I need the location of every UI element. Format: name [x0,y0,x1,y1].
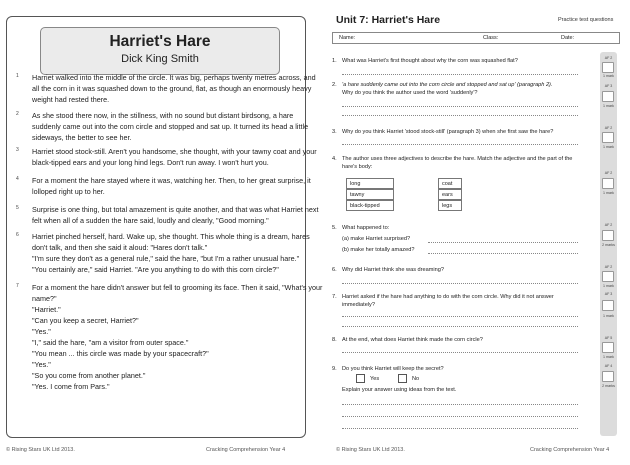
paragraph-line: Harriet pinched herself, hard. Wake up, she thought. This whole thing is a dream, hares [32,232,310,241]
question-number: 8. [332,337,337,343]
answer-line[interactable] [342,416,578,417]
mark-af: AF 2 [604,56,613,60]
question-text: At the end, what does Harriet think made the corn circle? [342,337,483,343]
footer-book-title: Cracking Comprehension Year 4 [530,447,610,453]
story-paragraph-3 [16,146,317,168]
paragraph-line: "You certainly are," said Harriet. "Are you anything to do with this corn circle?" [32,265,279,274]
question-text: Explain your answer using ideas from the text. [342,387,457,393]
questions-page [318,0,630,465]
story-paragraph-6 [16,231,310,275]
answer-line[interactable] [342,106,578,107]
yes-checkbox[interactable] [356,374,365,383]
answer-line[interactable] [342,316,578,317]
adjective-long[interactable]: long [346,178,394,189]
paragraph-line: don't talk, and then she said it aloud: "Hares don't talk." [32,243,208,252]
mark-af: AF 3 [604,292,613,296]
footer-copyright: © Rising Stars UK Ltd 2013. [6,447,75,453]
body-part-legs[interactable]: legs [438,200,462,211]
paragraph-number: 1 [16,73,19,79]
mark-value: 1 mark [603,355,614,359]
question-text: Harriet asked if the hare had anything to do with the corn circle. Why did it not answer [342,294,554,300]
paragraph-line: For a moment the hare didn't answer but fell to grooming its face. Then it said, "What's your [32,283,323,292]
paragraph-line: "Yes." [32,327,51,336]
question-text: What was Harriet's first thought about why the corn was squashed flat? [342,58,518,64]
paragraph-number: 3 [16,147,19,153]
footer-copyright: © Rising Stars UK Ltd 2013. [336,447,405,453]
paragraph-line: Surprise is one thing, but total amazement is quite another, and that was what Harriet next [32,205,319,214]
answer-line[interactable] [342,74,578,75]
story-paragraph-2 [16,110,309,143]
mark-box[interactable] [602,178,614,189]
answer-line[interactable] [342,428,578,429]
unit-title: Harriet's Hare [371,14,441,26]
footer-book-title: Cracking Comprehension Year 4 [206,447,286,453]
paragraph-line: Harriet walked into the middle of the circle. It was big, perhaps twenty metres across, and [32,73,316,82]
paragraph-number: 2 [16,111,19,117]
paragraph-line: "You mean ... this circle was made by your spacecraft?" [32,349,209,358]
paragraph-line: suddenly came out into the corn circle and stopped and sat up. It turned its head a little [32,122,309,131]
mark-value: 1 mark [603,284,614,288]
mark-value: 1 mark [603,145,614,149]
paragraph-line: lolloped right up to her. [32,187,105,196]
question-number: 6. [332,267,337,273]
paragraph-line: "Harriet." [32,305,61,314]
answer-line[interactable] [428,253,578,254]
adjective-tawny[interactable]: tawny [346,189,394,200]
yes-label: Yes [370,376,380,382]
paragraph-line: felt when all of a sudden the hare said, loudly and clearly, "Good morning." [32,216,269,225]
answer-line[interactable] [342,115,578,116]
paragraph-line: weight had rested there. [32,95,110,104]
question-number: 7. [332,294,337,300]
mark-box[interactable] [602,271,614,282]
mark-af: AF 5 [604,336,613,340]
answer-line[interactable] [342,283,578,284]
mark-af: AF 2 [604,265,613,269]
mark-af: AF 4 [604,364,613,368]
no-checkbox[interactable] [398,374,407,383]
practice-label: Practice test questions [558,17,614,23]
mark-value: 1 mark [603,191,614,195]
question-text: 'a hare suddenly came out into the corn circle and stopped and sat up' (paragraph 2). [342,82,553,88]
paragraph-number: 7 [16,283,19,289]
mark-value: 2 marks [602,384,615,388]
paragraph-line: black-tipped ears and your long hind legs. Don't run away. I won't hurt you. [32,158,269,167]
class-label: Class: [483,35,499,41]
adjective-black-tipped[interactable]: black-tipped [346,200,394,211]
story-paragraph-4 [16,175,311,197]
story-title-box [40,27,280,75]
paragraph-line: "I," said the hare, "am a visitor from outer space." [32,338,189,347]
question-text: immediately? [342,302,375,308]
mark-value: 1 mark [603,74,614,78]
question-number: 2. [332,82,337,88]
unit-prefix: Unit 7: [336,14,369,26]
question-part-a: (a) make Harriet surprised? [342,236,411,242]
mark-value: 1 mark [603,104,614,108]
paragraph-line: name?" [32,294,57,303]
mark-box[interactable] [602,91,614,102]
paragraph-line: all the corn in it was squashed down to the ground, flat, as though an enormously heavy [32,84,312,93]
mark-af: AF 2 [604,223,613,227]
mark-box[interactable] [602,62,614,73]
question-number: 3. [332,129,337,135]
story-paragraph-5 [16,204,319,226]
unit-heading [336,14,440,26]
answer-line[interactable] [342,326,578,327]
question-text: What happened to: [342,225,390,231]
paragraph-line: As she stood there now, in the stillness, with no sound but distant birdsong, a hare [32,111,294,120]
question-part-b: (b) make her totally amazed? [342,247,415,253]
mark-box[interactable] [602,300,614,311]
body-part-ears[interactable]: ears [438,189,462,200]
paragraph-number: 6 [16,232,19,238]
no-label: No [412,376,420,382]
mark-box[interactable] [602,371,614,382]
answer-line[interactable] [428,242,578,243]
paragraph-line: Harriet stood stock-still. Aren't you handsome, she thought, with your tawny coat and your [32,147,317,156]
question-number: 4. [332,156,337,162]
paragraph-line: sideways, the better to see her. [32,133,132,142]
paragraph-line: "Can you keep a secret, Harriet?" [32,316,139,325]
mark-af: AF 2 [604,126,613,130]
answer-line[interactable] [342,404,578,405]
question-number: 5. [332,225,337,231]
answer-line[interactable] [342,352,578,353]
story-paragraph-7 [16,282,323,392]
question-text: Why do you think the author used the word 'suddenly'? [342,90,478,96]
paragraph-line: "Yes. I come from Pars." [32,382,110,391]
paragraph-line: "So you come from another planet." [32,371,146,380]
body-part-coat[interactable]: coat [438,178,462,189]
mark-af: AF 2 [604,171,613,175]
mark-value: 2 marks [602,243,615,247]
story-author: Dick King Smith [121,53,199,65]
paragraph-number: 5 [16,205,19,211]
question-number: 1. [332,58,337,64]
paragraph-line: For a moment the hare stayed where it was, watching her. Then, to her great surprise, it [32,176,311,185]
question-text: Why did Harriet think she was dreaming? [342,267,444,273]
paragraph-line: "I'm sure they don't as a general rule," said the hare, "but I'm a rather unusual hare." [32,254,300,263]
answer-line[interactable] [342,144,578,145]
mark-box[interactable] [602,132,614,143]
question-text: Do you think Harriet will keep the secret? [342,366,444,372]
name-label: Name: [339,35,356,41]
question-text: hare's body: [342,164,373,170]
student-info-bar [332,32,620,44]
mark-box[interactable] [602,230,614,241]
paragraph-line: "Yes." [32,360,51,369]
paragraph-number: 4 [16,176,19,182]
date-label: Date: [561,35,575,41]
story-title: Harriet's Hare [109,33,211,50]
question-number: 9. [332,366,337,372]
mark-box[interactable] [602,342,614,353]
question-text: Why do you think Harriet 'stood stock-still' (paragraph 3) when she first saw the hare? [342,129,554,135]
mark-value: 1 mark [603,314,614,318]
mark-af: AF 3 [604,84,613,88]
question-text: The author uses three adjectives to describe the hare. Match the adjective and the part of the [342,156,573,162]
story-paragraph-1 [16,72,316,105]
